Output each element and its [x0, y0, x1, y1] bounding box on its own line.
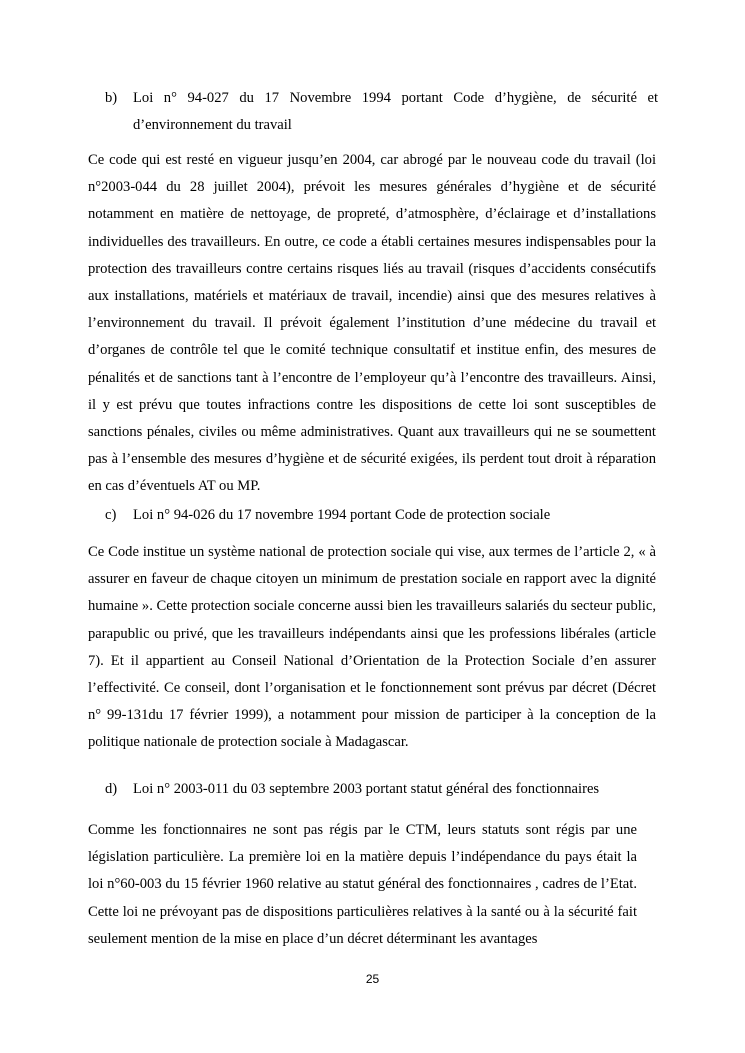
list-marker: d): [105, 781, 118, 797]
section-c-heading: [88, 502, 658, 529]
page-number: 25: [365, 972, 380, 986]
heading-text: Loi n° 94-026 du 17 novembre 1994 portant Code de protection sociale: [133, 507, 551, 523]
heading-text: Loi n° 94-027 du 17 Novembre 1994 portant Code d’hygiène, de sécurité et d’environnement du travail: [133, 90, 658, 133]
section-d-heading: [88, 776, 658, 803]
list-marker: b): [105, 90, 118, 106]
section-b-paragraph: Ce code qui est resté en vigueur jusqu’en 2004, car abrogé par le nouveau code du travail (loi n°2003-044 du 28 juillet 2004), prévoit les mesures générales d’hygiène et de sécurité notamment en matière de nettoyage, de propreté, d’atmosphère, d’éclairage et d’installations individuelles des travailleurs. En outre, ce code a établi certaines mesures indispensables pour la protection des travailleurs contre certains risques liés au travail (risques d’accidents consécutifs aux installations, matériels et matériaux de travail, incendie) ainsi que des mesures relatives à l’environnement du travail. Il prévoit également l’institution d’une médecine du travail et d’organes de contrôle tel que le comité technique consultatif et institue enfin, des mesures de pénalités et de sanctions tant à l’encontre de l’employeur qu’à l’encontre des travailleurs. Ainsi, il y est prévu que toutes infractions contre les dispositions de cette loi sont susceptibles de sanctions pénales, civiles ou même administratives. Quant aux travailleurs qui ne se soumettent pas à l’ensemble des mesures d’hygiène et de sécurité exigées, ils perdent tout droit à réparation en cas d’éventuels AT ou MP.: [88, 152, 656, 495]
section-d-paragraph: Comme les fonctionnaires ne sont pas régis par le CTM, leurs statuts sont régis par une législation particulière. La première loi en la matière depuis l’indépendance du pays était la loi n°60-003 du 15 février 1960 relative au statut général des fonctionnaires , cadres de l’Etat. Cette loi ne prévoyant pas de dispositions particulières relatives à la santé ou à la sécurité fait seulement mention de la mise en place d’un décret déterminant les avantages: [88, 822, 637, 947]
heading-text: Loi n° 2003-011 du 03 septembre 2003 portant statut général des fonctionnaires: [133, 781, 600, 797]
section-c-paragraph: Ce Code institue un système national de protection sociale qui vise, aux termes de l’article 2, « à assurer en faveur de chaque citoyen un minimum de prestation sociale en rapport avec la dignité humaine ». Cette protection sociale concerne aussi bien les travailleurs salariés du secteur public, parapublic ou privé, que les travailleurs indépendants ainsi que les professions libérales (article 7). Et il appartient au Conseil National d’Orientation de la Protection Sociale d’en assurer l’effectivité. Ce conseil, dont l’organisation et le fonctionnement sont prévus par décret (Décret n° 99-131du 17 février 1999), a notamment pour mission de participer à la conception de la politique nationale de protection sociale à Madagascar.: [88, 544, 656, 751]
section-b-heading: [88, 85, 658, 139]
list-marker: c): [105, 507, 117, 523]
